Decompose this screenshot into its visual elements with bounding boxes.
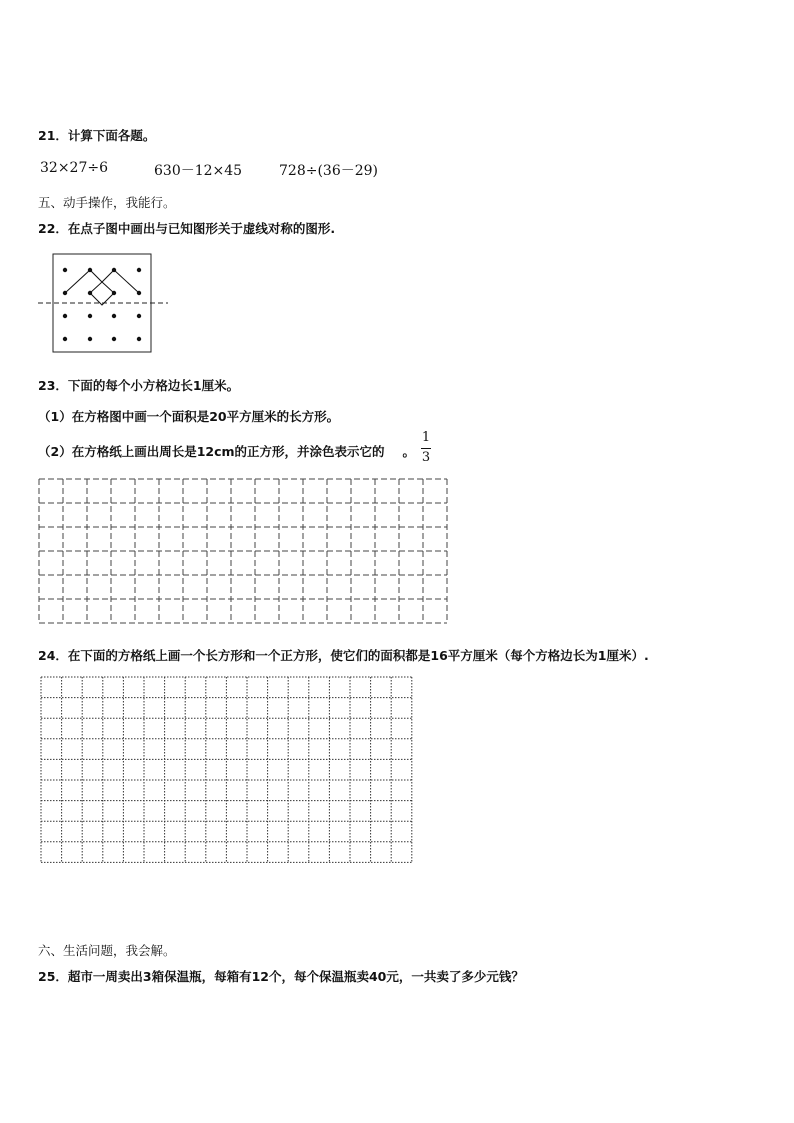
q23-part2-text: （2）在方格纸上画出周长是12cm的正方形，并涂色表示它的: [38, 444, 385, 459]
grid-dot: [88, 268, 92, 272]
grid-dot: [137, 291, 141, 295]
q23-part1: （1）在方格图中画一个面积是20平方厘米的长方形。: [38, 409, 340, 424]
fraction-numerator: 1: [421, 430, 431, 445]
q21-expression-2: 630－12×45: [154, 163, 243, 179]
q23-dashed-grid[interactable]: [38, 478, 456, 628]
grid-dot: [137, 314, 141, 318]
q21-title: 21．计算下面各题。: [38, 128, 156, 143]
grid-dot: [63, 291, 67, 295]
q24-dotted-grid[interactable]: [40, 676, 420, 932]
q23-title: 23．下面的每个小方格边长1厘米。: [38, 378, 240, 393]
given-shape-diamond: [90, 282, 114, 305]
q24-title: 24．在下面的方格纸上画一个长方形和一个正方形，使它们的面积都是16平方厘米（每个方格边长为1厘米）.: [38, 648, 649, 663]
grid-dot: [88, 291, 92, 295]
dot-grid-figure: [36, 250, 172, 358]
grid-dot: [112, 268, 116, 272]
grid-dot: [63, 314, 67, 318]
q22-title: 22．在点子图中画出与已知图形关于虚线对称的图形.: [38, 221, 336, 236]
grid-dot: [137, 337, 141, 341]
grid-dot: [112, 314, 116, 318]
q25-title: 25．超市一周卖出3箱保温瓶，每箱有12个，每个保温瓶卖40元，一共卖了多少元钱？: [38, 969, 524, 984]
q21-expression-1: 32×27÷6: [40, 160, 108, 176]
grid-dot: [88, 337, 92, 341]
section-5-title: 五、动手操作，我能行。: [38, 195, 176, 210]
grid-dot: [63, 337, 67, 341]
q23-part2: [38, 442, 415, 460]
fraction-bar: [421, 448, 431, 449]
grid-dot: [112, 337, 116, 341]
section-6-title: 六、生活问题，我会解。: [38, 943, 176, 958]
q21-expression-3: 728÷(36－29): [279, 163, 379, 179]
q23-part2-suffix: 。: [402, 444, 416, 459]
grid-dot: [112, 291, 116, 295]
grid-dot: [88, 314, 92, 318]
fraction-denominator: 3: [421, 450, 431, 465]
grid-dot: [63, 268, 67, 272]
grid-dot: [137, 268, 141, 272]
